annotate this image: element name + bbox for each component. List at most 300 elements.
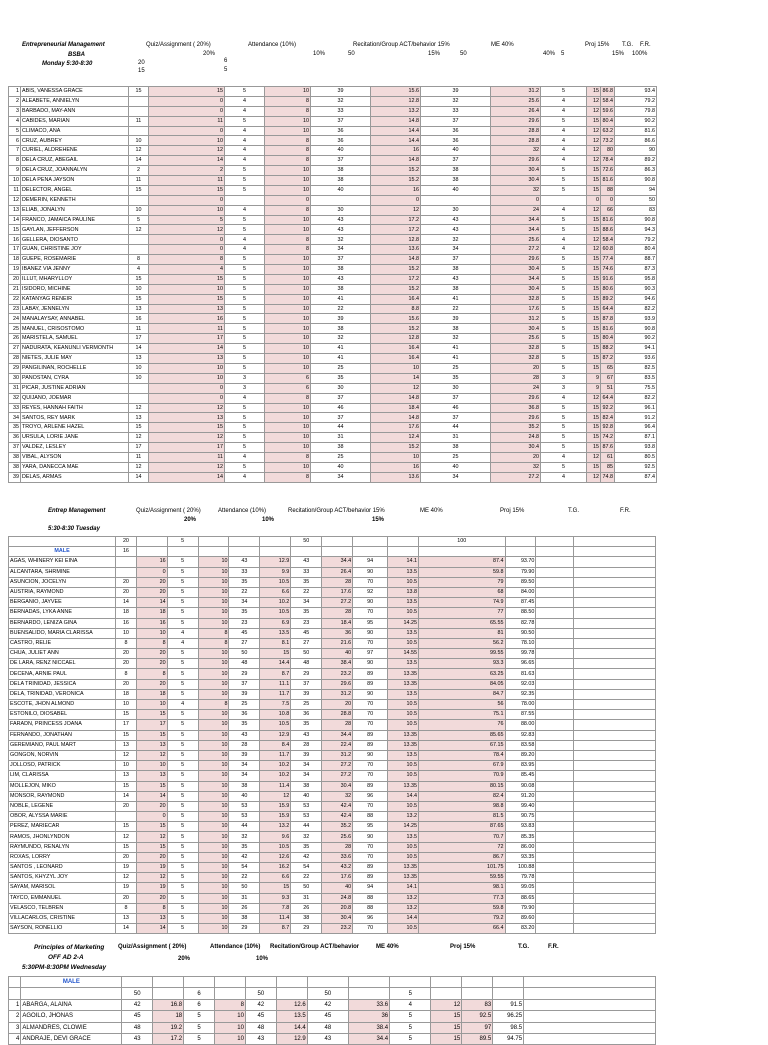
recitation-weighted: 10.5 xyxy=(260,720,291,730)
proj-weighted: 14.25 xyxy=(388,822,419,832)
recitation-weighted: 17.2 xyxy=(371,274,421,284)
me-weighted: 43.2 xyxy=(322,863,353,873)
attendance-weighted: 10 xyxy=(198,883,229,893)
max-score-row xyxy=(9,988,656,999)
total-grade: 60.8 xyxy=(601,245,615,255)
attendance-header-2: Attendance (10%) xyxy=(218,508,267,514)
attendance-score: 5 xyxy=(167,557,198,567)
proj-weighted: 13.35 xyxy=(388,781,419,791)
quiz-score: 13 xyxy=(129,304,149,314)
recitation-score: 37 xyxy=(311,116,371,126)
me-score: 90 xyxy=(353,750,388,760)
attendance-score: 5 xyxy=(167,791,198,801)
me-score: 89 xyxy=(353,669,388,679)
attendance-score: 5 xyxy=(167,873,198,883)
quiz-header-2: Quiz/Assignment ( 20%) xyxy=(136,508,201,514)
me-weighted: 32 xyxy=(491,185,541,195)
recitation-score: 22 xyxy=(229,873,260,883)
total-grade: 90.75 xyxy=(505,812,536,822)
quiz-score: 15 xyxy=(116,730,137,740)
empty-cell xyxy=(573,649,655,659)
recitation-weighted: 12 xyxy=(260,791,291,801)
me-weighted: 29.6 xyxy=(491,255,541,265)
recitation-score: 34 xyxy=(229,598,260,608)
quiz-weighted: 10 xyxy=(136,761,167,771)
quiz-weighted: 20 xyxy=(136,852,167,862)
proj-score-weighted: 75.1 xyxy=(419,710,506,720)
attendance-weighted: 8 xyxy=(265,472,311,482)
student-name: PANGILINAN, ROCHELLE xyxy=(21,363,129,373)
proj-score: 5 xyxy=(541,255,587,265)
empty-cell xyxy=(536,608,573,618)
proj-score-weighted: 65.55 xyxy=(419,618,506,628)
quiz-weighted: 20 xyxy=(136,587,167,597)
empty-cell xyxy=(573,557,655,567)
quiz-sub: 15 xyxy=(138,68,145,74)
recitation-score: 33 xyxy=(229,567,260,577)
table-row xyxy=(9,801,656,811)
quiz-score: 14 xyxy=(129,156,149,166)
quiz-weighted: 18 xyxy=(136,608,167,618)
proj-weighted: 9 xyxy=(587,383,601,393)
proj-weighted: 15 xyxy=(587,443,601,453)
proj-weighted: 15 xyxy=(587,255,601,265)
final-rating: 98.5 xyxy=(493,1022,524,1033)
proj-score-weighted: 67.9 xyxy=(419,761,506,771)
proj-weighted: 13.5 xyxy=(388,628,419,638)
recitation-weighted: 15 xyxy=(260,883,291,893)
recitation-weighted: 14.8 xyxy=(371,116,421,126)
me-weighted: 33.6 xyxy=(348,999,389,1010)
quiz-weighted: 15 xyxy=(149,294,225,304)
me-weighted: 28.8 xyxy=(322,710,353,720)
quiz-weighted: 20 xyxy=(136,649,167,659)
attendance-score: 5 xyxy=(225,284,265,294)
proj-score: 4 xyxy=(390,999,431,1010)
quiz-weighted: 11 xyxy=(149,176,225,186)
attendance-weighted: 10 xyxy=(198,852,229,862)
empty-cell xyxy=(573,587,655,597)
quiz-header-3: Quiz/Assignment ( 20%) xyxy=(118,944,187,950)
proj-score: 5 xyxy=(390,1033,431,1044)
me-score: 43 xyxy=(421,274,491,284)
recitation-weighted: 12 xyxy=(371,205,421,215)
me-weighted: 31.2 xyxy=(491,314,541,324)
student-name: IBANEZ VIA JENNY xyxy=(21,265,129,275)
recitation-weighted: 6.6 xyxy=(260,873,291,883)
total-grade: 88.00 xyxy=(505,720,536,730)
proj-score: 5 xyxy=(541,185,587,195)
sheet-3-schedule: 5:30PM-8:30PM Wednesday xyxy=(22,964,107,971)
quiz-score: 43 xyxy=(122,1033,153,1044)
total-grade: 86.00 xyxy=(505,842,536,852)
final-rating: 82.5 xyxy=(615,363,657,373)
total-grade: 81.63 xyxy=(505,669,536,679)
final-rating: 91.2 xyxy=(615,413,657,423)
recitation-weighted: 9.6 xyxy=(260,832,291,842)
attendance-weighted: 8 xyxy=(265,235,311,245)
me-score: 39 xyxy=(421,87,491,97)
attendance-weighted: 8 xyxy=(265,96,311,106)
total-grade: 81.6 xyxy=(601,324,615,334)
proj-weighted: 12 xyxy=(587,156,601,166)
student-name: FARADN, PRINCESS JOANA xyxy=(9,720,116,730)
table-row xyxy=(9,761,656,771)
student-name: SAYSON, RONELLIO xyxy=(9,924,116,934)
empty-cell xyxy=(573,913,655,923)
attendance-weighted: 8 xyxy=(265,393,311,403)
student-name: NOBLE, LEGENE xyxy=(9,801,116,811)
attendance-score: 5 xyxy=(225,423,265,433)
row-number: 38 xyxy=(9,462,21,472)
me-score: 43 xyxy=(307,1033,348,1044)
attendance-weighted: 10 xyxy=(265,354,311,364)
me-score: 40 xyxy=(421,146,491,156)
attendance-weighted: 8 xyxy=(265,205,311,215)
total-grade: 78.10 xyxy=(505,638,536,648)
attendance-weighted: 10 xyxy=(198,720,229,730)
me-header-3: ME 40% xyxy=(376,944,399,950)
proj-score-weighted: 76 xyxy=(419,720,506,730)
proj-weighted: 10.5 xyxy=(388,924,419,934)
table-row xyxy=(9,649,656,659)
total-grade: 77.4 xyxy=(601,255,615,265)
me-weighted: 30.4 xyxy=(491,324,541,334)
max-cell xyxy=(462,988,493,999)
proj-score-weighted: 79 xyxy=(419,577,506,587)
student-name: YARA, DANECCA MAE xyxy=(21,462,129,472)
recitation-score: 37 xyxy=(311,156,371,166)
proj-score: 4 xyxy=(541,393,587,403)
empty-cell xyxy=(536,863,573,873)
proj-weighted: 12 xyxy=(431,999,462,1010)
recitation-weighted: 12.6 xyxy=(276,999,307,1010)
me-score: 37 xyxy=(421,255,491,265)
table-row xyxy=(9,598,656,608)
final-rating: 94 xyxy=(615,185,657,195)
student-name: CURIEL, ALDREHENE xyxy=(21,146,129,156)
final-rating: 83 xyxy=(615,205,657,215)
total-grade: 64.4 xyxy=(601,304,615,314)
empty-cell xyxy=(524,1011,656,1022)
total-grade: 83.58 xyxy=(505,740,536,750)
final-rating: 90 xyxy=(615,146,657,156)
quiz-score: 15 xyxy=(129,185,149,195)
proj-weighted: 15 xyxy=(587,423,601,433)
recitation-score: 43 xyxy=(229,730,260,740)
recitation-raw: 48 xyxy=(291,659,322,669)
empty-cell xyxy=(536,873,573,883)
proj-score-weighted: 87.65 xyxy=(419,822,506,832)
recitation-raw: 25 xyxy=(291,700,322,710)
recitation-score: 38 xyxy=(311,176,371,186)
recitation-pct-2: 15% xyxy=(372,517,385,523)
student-name: GONGON, NORVIN xyxy=(9,750,116,760)
recitation-score: 36 xyxy=(311,126,371,136)
quiz-weighted: 17 xyxy=(149,334,225,344)
attendance-weighted: 8 xyxy=(265,452,311,462)
recitation-raw: 45 xyxy=(291,628,322,638)
recitation-raw: 35 xyxy=(291,608,322,618)
recitation-weighted: 15.2 xyxy=(371,265,421,275)
quiz-score: 12 xyxy=(129,433,149,443)
me-weighted: 32 xyxy=(491,146,541,156)
proj-score-weighted: 87.4 xyxy=(419,557,506,567)
quiz-score: 16 xyxy=(129,314,149,324)
student-name: ALMANDRES, CLOWIE xyxy=(21,1022,122,1033)
me-weighted: 17.6 xyxy=(322,873,353,883)
total-grade: 92.5 xyxy=(462,1011,493,1022)
empty-cell xyxy=(536,842,573,852)
recitation-score: 30 xyxy=(311,383,371,393)
recitation-score: 40 xyxy=(311,462,371,472)
proj-weighted: 12 xyxy=(587,452,601,462)
total-grade: 59.6 xyxy=(601,106,615,116)
me-score: 97 xyxy=(353,649,388,659)
proj-weighted: 13.2 xyxy=(388,812,419,822)
quiz-weighted: 16 xyxy=(136,618,167,628)
student-name: LIM, CLARISSA xyxy=(9,771,116,781)
proj-weighted: 14.1 xyxy=(388,557,419,567)
me-score: 94 xyxy=(353,883,388,893)
student-name: ESCOTE, JHON ALMOND xyxy=(9,700,116,710)
me-score: 34 xyxy=(421,245,491,255)
quiz-score: 17 xyxy=(116,720,137,730)
max-score-row xyxy=(9,537,656,547)
attendance-weighted: 10 xyxy=(265,324,311,334)
total-grade: 97 xyxy=(462,1022,493,1033)
me-score: 95 xyxy=(353,618,388,628)
me-score: 37 xyxy=(421,116,491,126)
recitation-score: 43 xyxy=(311,215,371,225)
student-name: ISIDORO, MICHINE xyxy=(21,284,129,294)
proj-weighted: 10.5 xyxy=(388,608,419,618)
table-row xyxy=(9,393,657,403)
student-name: TAYCO, EMMANUEL xyxy=(9,893,116,903)
row-number: 14 xyxy=(9,215,21,225)
me-weighted: 32.8 xyxy=(491,344,541,354)
recitation-score: 40 xyxy=(229,791,260,801)
quiz-score: 15 xyxy=(129,274,149,284)
row-number: 22 xyxy=(9,294,21,304)
quiz-weighted: 15 xyxy=(136,730,167,740)
me-score: 40 xyxy=(421,462,491,472)
quiz-weighted: 16.8 xyxy=(153,999,184,1010)
attendance-weighted: 10 xyxy=(198,710,229,720)
empty-cell xyxy=(536,801,573,811)
me-score: 43 xyxy=(421,215,491,225)
recitation-weighted: 15.9 xyxy=(260,801,291,811)
me-score: 70 xyxy=(353,761,388,771)
quiz-score: 20 xyxy=(116,659,137,669)
quiz-weighted: 15 xyxy=(149,423,225,433)
empty-cell xyxy=(536,893,573,903)
quiz-score xyxy=(129,195,149,205)
me-score: 90 xyxy=(353,659,388,669)
empty-cell xyxy=(573,740,655,750)
proj-weighted: 14.4 xyxy=(388,791,419,801)
sheet-2-title: Entrep Management xyxy=(48,508,106,514)
attendance-weighted: 0 xyxy=(265,195,311,205)
recitation-score: 35 xyxy=(229,842,260,852)
me-pct: 40% xyxy=(543,51,556,57)
max-cell: 6 xyxy=(184,988,215,999)
attendance-weighted: 10 xyxy=(265,413,311,423)
proj-weighted: 13.5 xyxy=(388,689,419,699)
proj-score: 4 xyxy=(541,452,587,462)
quiz-score: 15 xyxy=(116,710,137,720)
me-score: 37 xyxy=(421,413,491,423)
quiz-score: 45 xyxy=(122,1011,153,1022)
table-row xyxy=(9,255,657,265)
student-name: MARISTELA, SAMUEL xyxy=(21,334,129,344)
proj-weighted: 14.4 xyxy=(388,913,419,923)
total-grade: 72.6 xyxy=(601,166,615,176)
attendance-weighted: 10 xyxy=(198,832,229,842)
student-name: ILLUT, MHARYLLOY xyxy=(21,274,129,284)
proj-score-weighted: 79.2 xyxy=(419,913,506,923)
me-score: 41 xyxy=(421,344,491,354)
proj-score-weighted: 63.25 xyxy=(419,669,506,679)
quiz-score: 20 xyxy=(116,893,137,903)
recitation-weighted: 17.2 xyxy=(371,225,421,235)
student-name: DELA CRUZ, ABEGAIL xyxy=(21,156,129,166)
row-number: 17 xyxy=(9,245,21,255)
empty-cell xyxy=(536,791,573,801)
total-grade: 89.2 xyxy=(601,294,615,304)
att-max: 6 xyxy=(224,58,228,64)
total-grade: 99.05 xyxy=(505,883,536,893)
attendance-pct-3: 10% xyxy=(256,956,269,962)
me-weighted: 30.4 xyxy=(491,284,541,294)
final-rating: 87.3 xyxy=(615,265,657,275)
student-name: DELAS, ARMAS xyxy=(21,472,129,482)
empty-cell xyxy=(573,842,655,852)
quiz-score: 20 xyxy=(116,679,137,689)
proj-score: 5 xyxy=(541,176,587,186)
empty-cell xyxy=(573,873,655,883)
attendance-weighted: 10 xyxy=(215,1033,246,1044)
quiz-weighted: 13 xyxy=(136,771,167,781)
recitation-score: 38 xyxy=(311,443,371,453)
me-score: 38 xyxy=(421,324,491,334)
proj-score-weighted: 56 xyxy=(419,700,506,710)
recitation-score: 38 xyxy=(311,265,371,275)
proj-weighted: 15 xyxy=(587,462,601,472)
me-score: 89 xyxy=(353,740,388,750)
table-row xyxy=(9,567,656,577)
attendance-weighted: 10 xyxy=(198,893,229,903)
empty-cell xyxy=(573,750,655,760)
table-row xyxy=(9,185,657,195)
empty-cell xyxy=(353,547,388,557)
recitation-score: 22 xyxy=(229,587,260,597)
proj-weighted: 15 xyxy=(587,225,601,235)
proj-weighted: 15 xyxy=(587,294,601,304)
me-weighted: 17.6 xyxy=(491,304,541,314)
final-rating: 95.8 xyxy=(615,274,657,284)
proj-score: 5 xyxy=(541,225,587,235)
quiz-pct: 20% xyxy=(203,51,216,57)
quiz-weighted: 12 xyxy=(149,225,225,235)
me-weighted: 30.4 xyxy=(491,166,541,176)
recitation-weighted: 14.4 xyxy=(260,659,291,669)
recitation-weighted: 12.4 xyxy=(371,433,421,443)
final-rating: 80.5 xyxy=(615,452,657,462)
max-cell xyxy=(229,537,260,547)
me-weighted: 30.4 xyxy=(491,265,541,275)
proj-weighted: 15 xyxy=(587,354,601,364)
student-name: ROXAS, LORRY xyxy=(9,852,116,862)
final-rating: 92.5 xyxy=(615,462,657,472)
student-name: FRANCO, JAMAICA PAULINE xyxy=(21,215,129,225)
grade-sheet-2 xyxy=(8,506,656,934)
empty-cell xyxy=(524,1033,656,1044)
grade-table-2 xyxy=(8,536,656,934)
me-weighted: 29.6 xyxy=(491,156,541,166)
total-grade: 89.50 xyxy=(505,577,536,587)
row-number: 4 xyxy=(9,1033,21,1044)
recitation-weighted: 16 xyxy=(371,146,421,156)
table-row xyxy=(9,1011,656,1022)
attendance-weighted: 10 xyxy=(198,659,229,669)
row-number: 35 xyxy=(9,423,21,433)
quiz-score: 10 xyxy=(129,284,149,294)
quiz-weighted: 16 xyxy=(136,557,167,567)
attendance-weighted: 10 xyxy=(198,822,229,832)
quiz-score: 10 xyxy=(116,628,137,638)
quiz-weighted: 12 xyxy=(136,832,167,842)
attendance-score: 5 xyxy=(167,771,198,781)
recitation-weighted: 12.9 xyxy=(260,557,291,567)
attendance-header-3: Attendance (10%) xyxy=(210,944,261,950)
recitation-weighted: 16.4 xyxy=(371,344,421,354)
proj-weighted: 15 xyxy=(587,334,601,344)
total-grade: 85.35 xyxy=(505,832,536,842)
attendance-weighted: 10 xyxy=(265,423,311,433)
me-score: 70 xyxy=(353,924,388,934)
quiz-score: 13 xyxy=(129,354,149,364)
recitation-raw: 37 xyxy=(291,679,322,689)
recitation-score: 45 xyxy=(229,628,260,638)
attendance-weighted: 10 xyxy=(265,265,311,275)
recitation-raw: 29 xyxy=(291,924,322,934)
total-grade: 93.83 xyxy=(505,822,536,832)
attendance-score: 5 xyxy=(225,344,265,354)
empty-cell xyxy=(524,999,656,1010)
recitation-weighted: 12.9 xyxy=(276,1033,307,1044)
empty-cell xyxy=(291,547,322,557)
total-grade: 96.65 xyxy=(505,659,536,669)
me-score: 43 xyxy=(421,225,491,235)
student-name: NIETES, JULIE MAY xyxy=(21,354,129,364)
proj-weighted: 13.35 xyxy=(388,679,419,689)
empty-cell xyxy=(536,852,573,862)
attendance-weighted: 10 xyxy=(198,577,229,587)
proj-weighted: 13.35 xyxy=(388,669,419,679)
attendance-score: 5 xyxy=(167,883,198,893)
attendance-score: 5 xyxy=(167,710,198,720)
empty-cell xyxy=(573,781,655,791)
proj-score: 5 xyxy=(541,284,587,294)
me-weighted: 23.2 xyxy=(322,669,353,679)
empty-cell xyxy=(573,710,655,720)
recitation-weighted: 10.5 xyxy=(260,842,291,852)
tg-header-2: T.G. xyxy=(568,508,580,514)
proj-weighted: 13.35 xyxy=(388,873,419,883)
table-row xyxy=(9,679,656,689)
attendance-weighted: 10 xyxy=(198,669,229,679)
